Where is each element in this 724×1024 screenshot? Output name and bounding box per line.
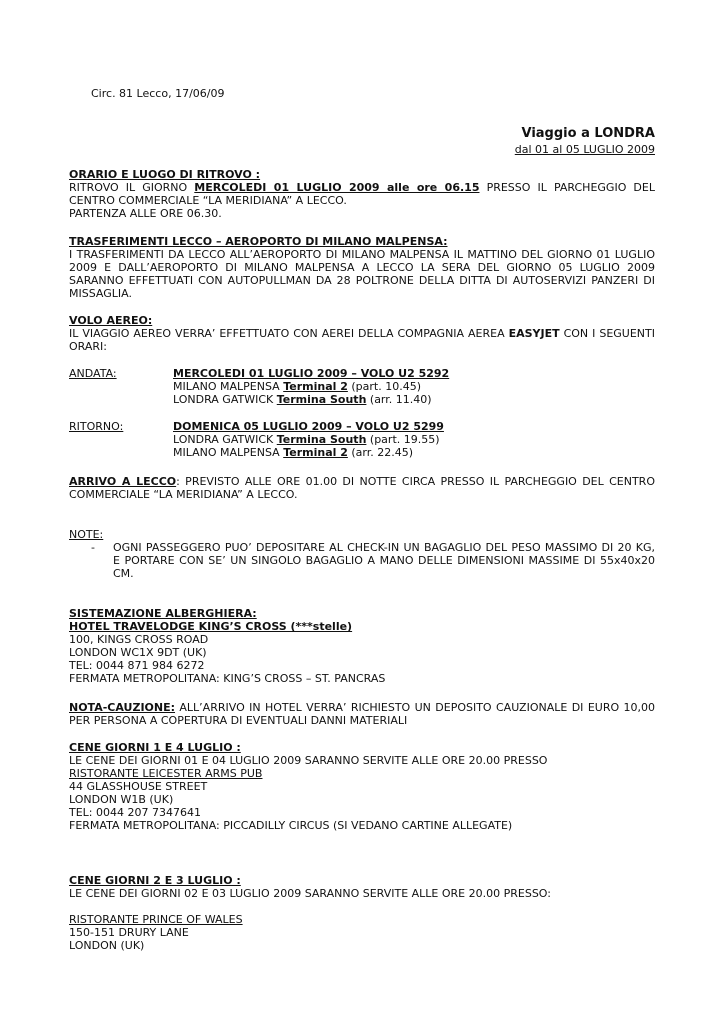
arrivo-body: : PREVISTO ALLE ORE 01.00 DI NOTTE CIRCA PRESSO IL PARCHEGGIO DEL CENTRO COMMERCIALE “LA MERIDIANA” A LECCO. <box>69 475 655 501</box>
cene1-address-line1: 44 GLASSHOUSE STREET <box>69 780 208 793</box>
trip-dates: dal 01 al 05 LUGLIO 2009 <box>514 143 655 156</box>
andata-arrival-time: (arr. 11.40) <box>366 393 432 406</box>
section-hotel <box>69 607 655 685</box>
cauzione-text <box>69 701 655 727</box>
cauzione-body: ALL’ARRIVO IN HOTEL VERRA’ RICHIESTO UN DEPOSITO CAUZIONALE DI EURO 10,00 PER PERSONA A COPERTURA DI EVENTUALI DANNI MATERIALI <box>69 701 655 727</box>
arrivo-text <box>69 475 655 501</box>
volo-text <box>69 327 655 353</box>
volo-text-b: CON I SEGUENTI ORARI: <box>69 327 655 353</box>
note-item <box>69 541 655 580</box>
andata-arrival-terminal: Termina South <box>276 393 367 406</box>
section-cene-1-4 <box>69 741 655 832</box>
ritorno-arrival-terminal: Terminal 2 <box>283 446 348 459</box>
cene2-restaurant: RISTORANTE PRINCE OF WALES <box>69 913 243 926</box>
section-cauzione <box>69 701 655 727</box>
cene2-heading: CENE GIORNI 2 E 3 LUGLIO : <box>69 874 241 887</box>
hotel-address-line1: 100, KINGS CROSS ROAD <box>69 633 209 646</box>
ritrovo-date: MERCOLEDI 01 LUGLIO 2009 alle ore 06.15 <box>194 181 480 194</box>
hotel-name: HOTEL TRAVELODGE KING’S CROSS (***stelle) <box>69 620 353 633</box>
note-bullet: - <box>91 541 95 554</box>
andata-departure <box>173 380 449 393</box>
section-arrivo <box>69 475 655 501</box>
cene1-text: LE CENE DEI GIORNI 01 E 04 LUGLIO 2009 SARANNO SERVITE ALLE ORE 20.00 PRESSO <box>69 754 548 767</box>
hotel-metro: FERMATA METROPOLITANA: KING’S CROSS – ST. PANCRAS <box>69 672 386 685</box>
section-volo <box>69 314 655 353</box>
ritorno-departure-airport: LONDRA GATWICK <box>173 433 277 446</box>
ritorno-arrival-airport: MILANO MALPENSA <box>173 446 284 459</box>
andata-arrival <box>173 393 449 406</box>
ritorno-arrival-time: (arr. 22.45) <box>347 446 414 459</box>
ritrovo-text-a: RITROVO IL GIORNO <box>69 181 195 194</box>
ritrovo-heading: ORARIO E LUOGO DI RITROVO : <box>69 168 261 181</box>
ritrovo-text-c: PRESSO IL PARCHEGGIO DEL CENTRO COMMERCIALE “LA MERIDIANA” A LECCO. <box>69 181 655 207</box>
section-trasferimenti <box>69 235 655 300</box>
flight-andata <box>69 367 655 407</box>
trasferimenti-text: I TRASFERIMENTI DA LECCO ALL’AEROPORTO DI MILANO MALPENSA IL MATTINO DEL GIORNO 01 LUGLIO 2009 E DALL’AEROPORTO DI MILANO MALPENSA A LECCO LA SERA DEL GIORNO 05 LUGLIO 2009 SARANNO EFFETTUATI CON AUTOPULLMAN DA 28 POLTRONE DELLA DITTA DI AUTOSERVIZI PANZERI DI MISSAGLIA. <box>69 248 655 300</box>
airline-name: EASYJET <box>508 327 560 340</box>
cauzione-label: NOTA-CAUZIONE: <box>69 701 176 714</box>
note-item-text: OGNI PASSEGGERO PUO’ DEPOSITARE AL CHECK-IN UN BAGAGLIO DEL PESO MASSIMO DI 20 KG, E PORTARE CON SE’ UN SINGOLO BAGAGLIO A MANO DELLE DIMENSIONI MASSIME DI 55x40x20 CM. <box>113 541 655 580</box>
cene1-metro: FERMATA METROPOLITANA: PICCADILLY CIRCUS (SI VEDANO CARTINE ALLEGATE) <box>69 819 513 832</box>
andata-details <box>173 367 449 406</box>
note-heading: NOTE: <box>69 528 104 541</box>
note-list <box>69 541 655 580</box>
andata-flight: MERCOLEDI 01 LUGLIO 2009 – VOLO U2 5292 <box>173 367 450 380</box>
ritrovo-text <box>69 181 655 207</box>
cene2-address-line2: LONDON (UK) <box>69 939 145 952</box>
ritorno-label: RITORNO: <box>69 420 124 433</box>
cene1-phone: TEL: 0044 207 7347641 <box>69 806 201 819</box>
section-cene-2-3 <box>69 874 655 900</box>
trasferimenti-heading: TRASFERIMENTI LECCO – AEROPORTO DI MILANO MALPENSA: <box>69 235 448 248</box>
ritorno-departure <box>173 433 444 446</box>
hotel-address-line2: LONDON WC1X 9DT (UK) <box>69 646 207 659</box>
volo-text-a: IL VIAGGIO AEREO VERRA’ EFFETTUATO CON AEREI DELLA COMPAGNIA AEREA <box>69 327 509 340</box>
andata-departure-terminal: Terminal 2 <box>283 380 348 393</box>
hotel-phone: TEL: 0044 871 984 6272 <box>69 659 205 672</box>
ritorno-details <box>173 420 444 459</box>
circular-reference: Circ. 81 Lecco, 17/06/09 <box>91 87 225 100</box>
section-cene-2-3-restaurant <box>69 913 655 952</box>
section-note <box>69 528 655 580</box>
ritorno-departure-terminal: Termina South <box>276 433 367 446</box>
andata-label: ANDATA: <box>69 367 117 380</box>
andata-departure-airport: MILANO MALPENSA <box>173 380 284 393</box>
cene1-heading: CENE GIORNI 1 E 4 LUGLIO : <box>69 741 241 754</box>
cene1-address-line2: LONDON W1B (UK) <box>69 793 174 806</box>
flight-ritorno <box>69 420 655 460</box>
cene2-text: LE CENE DEI GIORNI 02 E 03 LUGLIO 2009 SARANNO SERVITE ALLE ORE 20.00 PRESSO: <box>69 887 551 900</box>
ritorno-arrival <box>173 446 444 459</box>
volo-heading: VOLO AEREO: <box>69 314 153 327</box>
partenza-text: PARTENZA ALLE ORE 06.30. <box>69 207 222 220</box>
andata-arrival-airport: LONDRA GATWICK <box>173 393 277 406</box>
cene1-restaurant: RISTORANTE LEICESTER ARMS PUB <box>69 767 263 780</box>
andata-departure-time: (part. 10.45) <box>347 380 421 393</box>
ritorno-flight: DOMENICA 05 LUGLIO 2009 – VOLO U2 5299 <box>173 420 444 433</box>
ritorno-departure-time: (part. 19.55) <box>366 433 440 446</box>
hotel-heading: SISTEMAZIONE ALBERGHIERA: <box>69 607 257 620</box>
arrivo-label: ARRIVO A LECCO <box>69 475 177 488</box>
cene2-address-line1: 150-151 DRURY LANE <box>69 926 189 939</box>
section-ritrovo <box>69 168 655 220</box>
document-title: Viaggio a LONDRA <box>521 126 655 141</box>
